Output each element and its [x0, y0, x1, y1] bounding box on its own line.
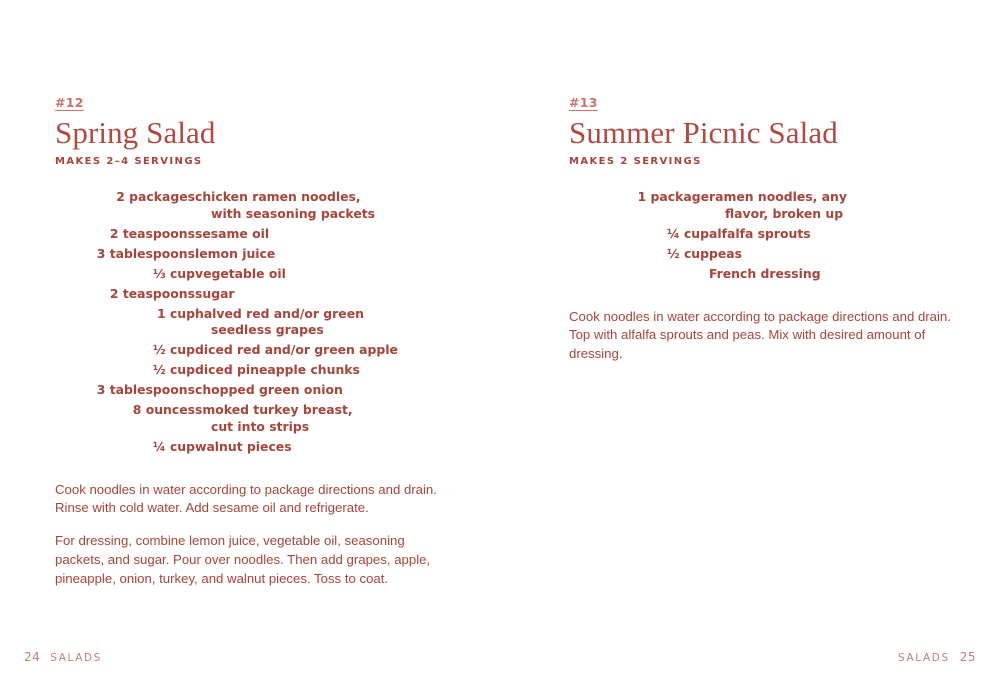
- ingredient-quantity: 2 packages: [116, 189, 195, 205]
- ingredient-name: [709, 189, 964, 226]
- recipe-servings: MAKES 2–4 SERVINGS: [55, 156, 203, 168]
- ingredient-quantity: ¼ cup: [666, 225, 709, 241]
- ingredient-row: [55, 266, 450, 286]
- ingredient-name-line1: smoked turkey breast,: [195, 402, 353, 418]
- recipe-number: #12: [55, 95, 84, 110]
- recipe-title: Summer Picnic Salad: [569, 115, 838, 150]
- ingredient-row: [55, 439, 450, 459]
- ingredient-row: [569, 266, 964, 286]
- ingredient-name: walnut pieces: [195, 438, 292, 454]
- method-text: [55, 481, 450, 589]
- ingredient-quantity: ½ cup: [666, 245, 709, 261]
- ingredient-quantity: 3 tablespoons: [96, 245, 195, 261]
- ingredient-row: [55, 306, 450, 343]
- recipe-spring-salad: [55, 95, 450, 588]
- ingredient-name: peas: [709, 245, 743, 261]
- ingredient-quantity: ⅓ cup: [152, 265, 195, 281]
- ingredient-name-line2: seedless grapes: [211, 322, 324, 338]
- ingredient-name: chopped green onion: [195, 382, 343, 398]
- footer-section-label: SALADS: [50, 652, 102, 664]
- ingredient-row: [55, 342, 450, 362]
- recipe-number: #13: [569, 95, 598, 110]
- ingredient-name-line2: with seasoning packets: [211, 205, 376, 221]
- ingredient-quantity: 1 package: [637, 189, 709, 205]
- ingredient-row: [55, 382, 450, 402]
- page-right: [500, 0, 1000, 691]
- ingredient-quantity: 2 teaspoons: [109, 285, 195, 301]
- ingredient-quantity: 8 ounces: [132, 402, 195, 418]
- ingredient-name: diced pineapple chunks: [195, 362, 360, 378]
- recipe-servings: MAKES 2 SERVINGS: [569, 156, 702, 168]
- page-number: 25: [959, 650, 976, 664]
- ingredient-name-line2: flavor, broken up: [725, 205, 844, 221]
- ingredient-name-line2: cut into strips: [211, 418, 310, 434]
- ingredient-quantity: [569, 266, 709, 286]
- ingredient-name: diced red and/or green apple: [195, 342, 398, 358]
- ingredient-row: [569, 226, 964, 246]
- method-paragraph: Cook noodles in water according to package directions and drain. Rinse with cold water. Add sesame oil and refrigerate.: [55, 481, 437, 516]
- ingredient-row: [55, 189, 450, 226]
- ingredient-name: alfalfa sprouts: [709, 225, 811, 241]
- ingredient-name: sesame oil: [195, 225, 270, 241]
- ingredient-row: [569, 246, 964, 266]
- ingredient-quantity: 1 cup: [157, 305, 195, 321]
- ingredients-table: [569, 189, 964, 286]
- method-text: [569, 308, 964, 364]
- ingredient-name: [195, 189, 450, 226]
- ingredient-name-line1: halved red and/or green: [195, 305, 364, 321]
- recipe-title: Spring Salad: [55, 115, 216, 150]
- footer-right: [898, 650, 976, 664]
- ingredient-row: [55, 402, 450, 439]
- ingredient-row: [569, 189, 964, 226]
- ingredient-row: [55, 246, 450, 266]
- footer-section-label: SALADS: [898, 652, 950, 664]
- footer-left: [24, 650, 102, 664]
- ingredient-quantity: ½ cup: [152, 342, 195, 358]
- ingredient-row: [55, 286, 450, 306]
- ingredient-quantity: ¼ cup: [152, 438, 195, 454]
- ingredient-name-line1: chicken ramen noodles,: [195, 189, 361, 205]
- ingredients-table: [55, 189, 450, 459]
- ingredient-name: vegetable oil: [195, 265, 286, 281]
- ingredient-row: [55, 362, 450, 382]
- ingredient-row: [55, 226, 450, 246]
- method-paragraph: For dressing, combine lemon juice, vegetable oil, seasoning packets, and sugar. Pour over noodles. Then add grapes, apple, pineapple, onion, turkey, and walnut pieces. Toss to coat.: [55, 533, 431, 586]
- ingredient-name: sugar: [195, 285, 235, 301]
- ingredient-quantity: 2 teaspoons: [109, 225, 195, 241]
- ingredient-name: French dressing: [709, 265, 821, 281]
- ingredient-quantity: ½ cup: [152, 362, 195, 378]
- ingredient-quantity: 3 tablespoons: [96, 382, 195, 398]
- ingredient-name: [195, 306, 450, 343]
- method-paragraph: Cook noodles in water according to package directions and drain. Top with alfalfa sprouts and peas. Mix with desired amount of dressing.: [569, 308, 951, 362]
- ingredient-name: [195, 402, 450, 439]
- ingredient-name: lemon juice: [195, 245, 276, 261]
- ingredient-name-line1: ramen noodles, any: [709, 189, 847, 205]
- page-number: 24: [24, 650, 41, 664]
- recipe-summer-picnic-salad: [569, 95, 964, 364]
